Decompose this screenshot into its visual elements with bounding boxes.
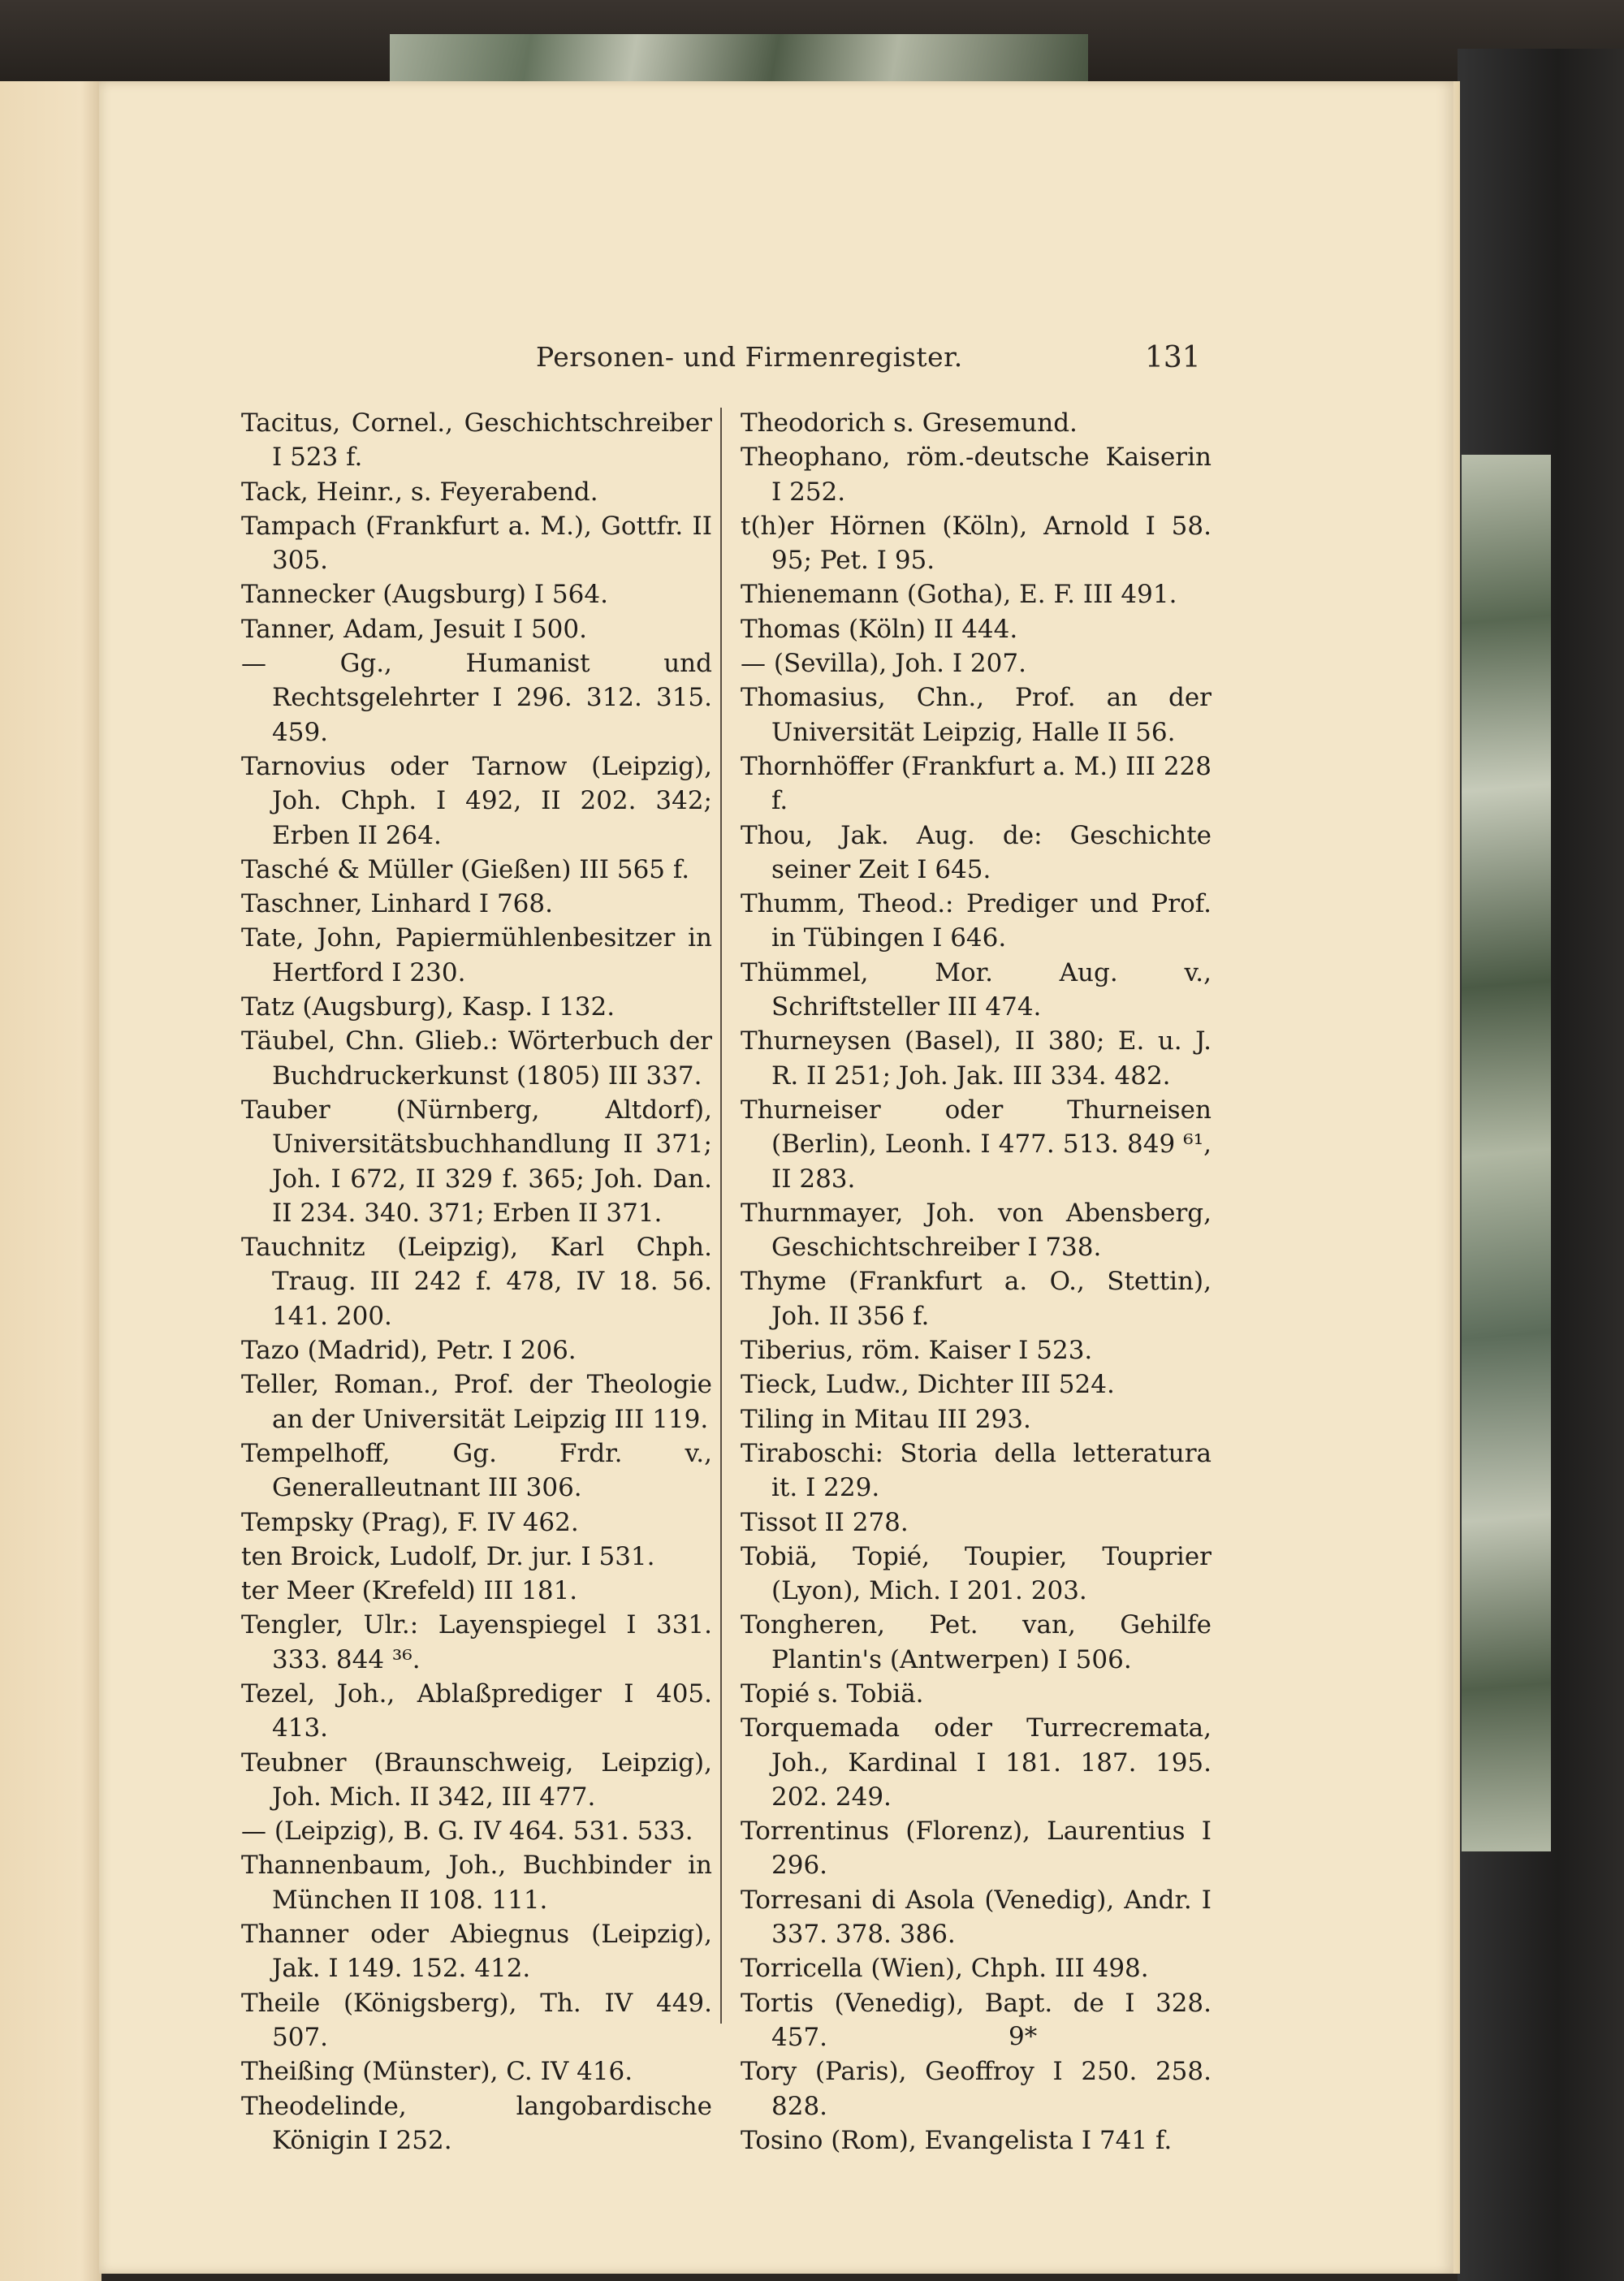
register-entry: Tortis (Venedig), Bapt. de I 328. 457. xyxy=(741,1988,1212,2052)
register-entry: Tezel, Joh., Ablaßprediger I 405. 413. xyxy=(241,1678,712,1743)
register-entry: Theißing (Münster), C. IV 416. xyxy=(241,2057,633,2087)
register-entry: Tiberius, röm. Kaiser I 523. xyxy=(741,1336,1093,1366)
register-entry: Täubel, Chn. Glieb.: Wörterbuch der Buchdruckerkunst (1805) III 337. xyxy=(241,1026,712,1091)
register-entry: — (Sevilla), Joh. I 207. xyxy=(741,649,1026,679)
register-entry: Theophano, röm.-deutsche Kaiserin I 252. xyxy=(741,443,1212,507)
register-entry: Tongheren, Pet. van, Gehilfe Plantin's (Antwerpen) I 506. xyxy=(741,1610,1212,1674)
register-entry: — Gg., Humanist und Rechtsgelehrter I 296. 312. 315. 459. xyxy=(241,649,712,747)
register-entry: Theodorich s. Gresemund. xyxy=(741,408,1078,438)
register-entry: Torquemada oder Turrecremata, Joh., Kardinal I 181. 187. 195. 202. 249. xyxy=(741,1713,1212,1812)
column-divider xyxy=(720,408,722,2024)
facing-page-edge xyxy=(0,81,102,2281)
register-entry: Thanner oder Abiegnus (Leipzig), Jak. I 149. 152. 412. xyxy=(241,1920,712,1984)
page-header xyxy=(99,341,1453,374)
register-entry: Tory (Paris), Geoffroy I 250. 258. 828. xyxy=(741,2057,1212,2121)
register-entry: Tiraboschi: Storia della letteratura it. I 229. xyxy=(741,1438,1212,1503)
register-entry: Tengler, Ulr.: Layenspiegel I 331. 333. 844 ³⁶. xyxy=(241,1610,712,1674)
register-entry: Tosino (Rom), Evangelista I 741 f. xyxy=(741,2125,1173,2155)
running-head: Personen- und Firmenregister. xyxy=(536,341,963,373)
register-entry: Torrentinus (Florenz), Laurentius I 296. xyxy=(741,1817,1212,1881)
register-entry: ten Broick, Ludolf, Dr. jur. I 531. xyxy=(241,1541,655,1571)
register-entry: t(h)er Hörnen (Köln), Arnold I 58. 95; Pet. I 95. xyxy=(741,511,1212,576)
register-entry: Teller, Roman., Prof. der Theologie an der Universität Leipzig III 119. xyxy=(241,1370,712,1434)
register-entry: Tieck, Ludw., Dichter III 524. xyxy=(741,1370,1115,1400)
page-number: 131 xyxy=(1145,341,1201,374)
register-entry: Tanner, Adam, Jesuit I 500. xyxy=(241,614,587,644)
register-entry: Topié s. Tobiä. xyxy=(741,1678,924,1709)
register-entry: Tatz (Augsburg), Kasp. I 132. xyxy=(241,992,615,1022)
register-entry: Tempsky (Prag), F. IV 462. xyxy=(241,1507,579,1537)
register-entry: Tannecker (Augsburg) I 564. xyxy=(241,580,608,610)
register-entry: Tauber (Nürnberg, Altdorf), Universitätsbuchhandlung II 371; Joh. I 672, II 329 f. 365; Joh. Dan. II 234. 340. 371; Erben II 371. xyxy=(241,1095,712,1228)
register-entry: Tempelhoff, Gg. Frdr. v., Generalleutnant III 306. xyxy=(241,1438,712,1503)
register-entry: Tobiä, Topié, Toupier, Touprier (Lyon), Mich. I 201. 203. xyxy=(741,1541,1212,1606)
register-entry: Thümmel, Mor. Aug. v., Schriftsteller III 474. xyxy=(741,957,1212,1022)
register-entry: Thornhöffer (Frankfurt a. M.) III 228 f. xyxy=(741,751,1212,816)
register-entry: Tissot II 278. xyxy=(741,1507,909,1537)
register-entry: Torricella (Wien), Chph. III 498. xyxy=(741,1954,1149,1984)
register-entry: ter Meer (Krefeld) III 181. xyxy=(241,1576,578,1606)
register-entry: Torresani di Asola (Venedig), Andr. I 337. 378. 386. xyxy=(741,1885,1212,1950)
register-entry: Thumm, Theod.: Prediger und Prof. in Tübingen I 646. xyxy=(741,889,1212,953)
register-entry: Thyme (Frankfurt a. O., Stettin), Joh. II 356 f. xyxy=(741,1267,1212,1331)
register-entry: Tack, Heinr., s. Feyerabend. xyxy=(241,477,598,507)
marbled-endpaper-right xyxy=(1462,455,1551,1851)
register-entry: Taschner, Linhard I 768. xyxy=(241,889,553,919)
register-entry: Tate, John, Papiermühlenbesitzer in Hertford I 230. xyxy=(241,923,712,987)
register-entry: Tiling in Mitau III 293. xyxy=(741,1404,1031,1434)
register-entry: Tauchnitz (Leipzig), Karl Chph. Traug. III 242 f. 478, IV 18. 56. 141. 200. xyxy=(241,1233,712,1331)
register-entry: Thurnmayer, Joh. von Abensberg, Geschichtschreiber I 738. xyxy=(741,1198,1212,1263)
register-entry: Theile (Königsberg), Th. IV 449. 507. xyxy=(241,1988,712,2052)
register-entry: Theodelinde, langobardische Königin I 252. xyxy=(241,2091,712,2155)
register-entry: Tampach (Frankfurt a. M.), Gottfr. II 305. xyxy=(241,511,712,576)
register-entry: Thienemann (Gotha), E. F. III 491. xyxy=(741,580,1177,610)
register-entry: Tazo (Madrid), Petr. I 206. xyxy=(241,1336,577,1366)
register-entry: Tacitus, Cornel., Geschichtschreiber I 523 f. xyxy=(241,408,712,473)
register-entry: Tarnovius oder Tarnow (Leipzig), Joh. Chph. I 492, II 202. 342; Erben II 264. xyxy=(241,751,712,850)
left-column xyxy=(241,406,712,2158)
register-entry: Thomas (Köln) II 444. xyxy=(741,614,1018,644)
register-entry: Thomasius, Chn., Prof. an der Universität Leipzig, Halle II 56. xyxy=(741,683,1212,747)
register-page xyxy=(99,81,1453,2274)
register-entry: Teubner (Braunschweig, Leipzig), Joh. Mich. II 342, III 477. xyxy=(241,1747,712,1812)
register-entry: Tasché & Müller (Gießen) III 565 f. xyxy=(241,854,690,884)
register-entry: Thannenbaum, Joh., Buchbinder in München II 108. 111. xyxy=(241,1851,712,1915)
register-entry: Thurneiser oder Thurneisen (Berlin), Leonh. I 477. 513. 849 ⁶¹, II 283. xyxy=(741,1095,1212,1194)
right-column xyxy=(741,406,1212,2158)
signature-mark: 9* xyxy=(1009,2022,1038,2051)
register-entry: — (Leipzig), B. G. IV 464. 531. 533. xyxy=(241,1817,693,1847)
register-entry: Thou, Jak. Aug. de: Geschichte seiner Zeit I 645. xyxy=(741,820,1212,884)
register-entry: Thurneysen (Basel), II 380; E. u. J. R. II 251; Joh. Jak. III 334. 482. xyxy=(741,1026,1212,1091)
